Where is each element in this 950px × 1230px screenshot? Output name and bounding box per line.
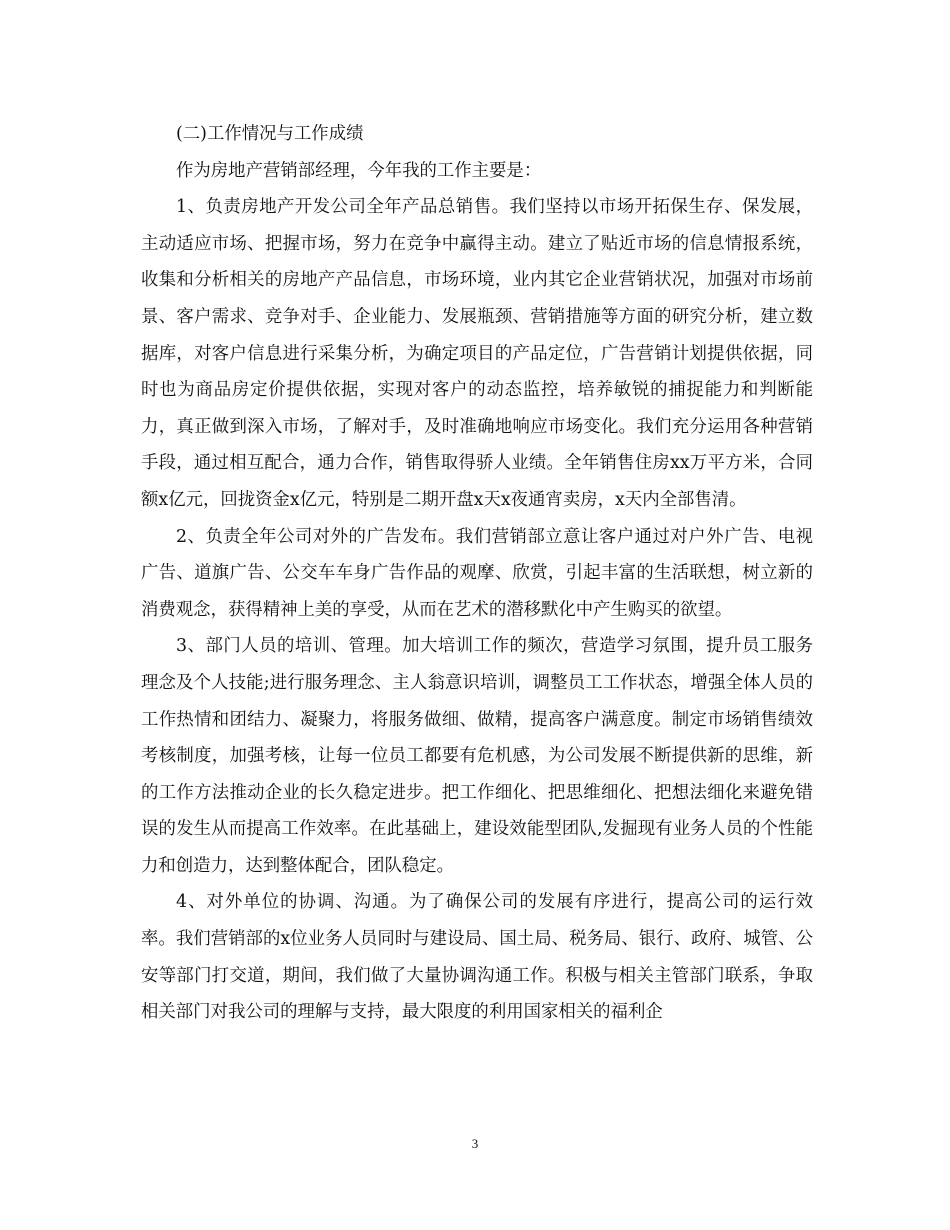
paragraph-training: 3、部门人员的培训、管理。加大培训工作的频次，营造学习氛围，提升员工服务理念及个人技能;进行服务理念、主人翁意识培训，调整员工工作状态，增强全体人员的工作热情和团结力、凝聚力，将服务做细、做精，提高客户满意度。制定市场销售绩效考核制度，加强考核，让每一位员工都要有危机感，为公司发展不断提供新的思维，新的工作方法推动企业的长久稳定进步。把工作细化、把思维细化、把想法细化来避免错误的发生从而提高工作效率。在此基础上，建设效能型团队,发掘现有业务人员的个性能力和创造力，达到整体配合，团队稳定。	[141, 636, 813, 876]
page-number: 3	[471, 1136, 479, 1151]
document-body	[141, 116, 813, 1031]
intro-paragraph: 作为房地产营销部经理，今年我的工作主要是：	[176, 160, 542, 181]
paragraph-coordination: 4、对外单位的协调、沟通。为了确保公司的发展有序进行，提高公司的运行效率。我们营销部的x位业务人员同时与建设局、国土局、税务局、银行、政府、城管、公安等部门打交道，期间，我们做了大量协调沟通工作。积极与相关主管部门联系，争取相关部门对我公司的理解与支持，最大限度的利用国家相关的福利企	[141, 892, 813, 1023]
paragraph-sales: 1、负责房地产开发公司全年产品总销售。我们坚持以市场开拓保生存、保发展，主动适应市场、把握市场，努力在竞争中赢得主动。建立了贴近市场的信息情报系统，收集和分析相关的房地产产品信息，市场环境，业内其它企业营销状况，加强对市场前景、客户需求、竞争对手、企业能力、发展瓶颈、营销措施等方面的研究分析，建立数据库，对客户信息进行采集分析，为确定项目的产品定位，广告营销计划提供依据，同时也为商品房定价提供依据，实现对客户的动态监控，培养敏锐的捕捉能力和判断能力，真正做到深入市场，了解对手，及时准确地响应市场变化。我们充分运用各种营销手段，通过相互配合，通力合作，销售取得骄人业绩。全年销售住房xx万平方米，合同额x亿元，回拢资金x亿元，特别是二期开盘x天x夜通宵卖房，x天内全部售清。	[141, 197, 813, 510]
paragraph-advertising: 2、负责全年公司对外的广告发布。我们营销部立意让客户通过对户外广告、电视广告、道旗广告、公交车车身广告作品的观摩、欣赏，引起丰富的生活联想，树立新的消费观念，获得精神上美的享受，从而在艺术的潜移默化中产生购买的欲望。	[141, 526, 813, 620]
section-heading: (二)工作情况与工作成绩	[176, 124, 364, 144]
